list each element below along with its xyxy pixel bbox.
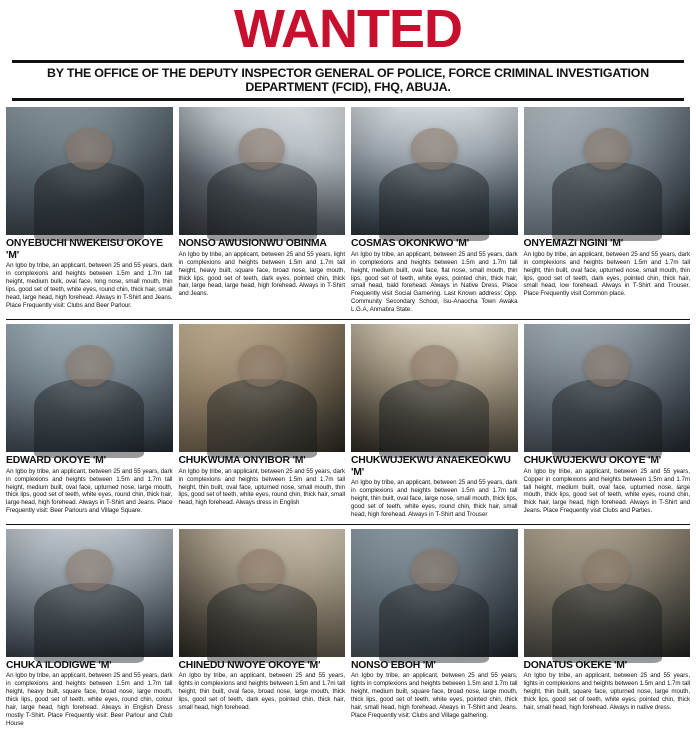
suspect-description: An Igbo by tribe, an applicant, between 25 and 55 years, light in complexions and heights between 1.5m and 1.7m tall height, heavy built, square face, broad nose, large mouth, thick lips, good set of teeth, dark eyes, pointed chin, thick hair, large head, large head, high forehead. Always in T-Shirt and Jeans. (178, 250, 345, 298)
suspect-card (6, 107, 173, 314)
suspect-description: An Igbo by tribe, an applicant, between 25 and 55 years, lights in complexions and heights between 1.5m and 1.7m tall height, thin built, square face, upturned nose, large mouth, thick lips, good set of teeth, white eyes, pointed chin, thick hair, small head, high forehead. Always in native dress. (523, 672, 690, 711)
row-divider (6, 319, 690, 320)
suspect-photo (6, 529, 173, 657)
suspect-photo (524, 107, 691, 235)
suspect-name: CHINEDU NWOYE OKOYE 'M' (178, 659, 321, 671)
suspect-name: CHUKWUMA ONYIBOR 'M' (178, 455, 306, 467)
suspect-description: An Igbo by tribe, an applicant, between 25 and 55 years, dark in complexions and heights between 1.5m and 1.7m tall height, medium built, oval face, upturned nose, large mouth, thick lips, good set of teeth, white eyes, round chin, thick hair, large head, high forehead. Always in T-Shirt and Jeans. Place Frequently visit: Beer Parlours and Village Square. (6, 467, 173, 515)
page-title: WANTED (234, 0, 462, 59)
suspect-photo (179, 529, 346, 657)
suspect-card (179, 107, 346, 314)
suspect-description: An Igbo by tribe, an applicant, between 25 and 55 years, dark in complexions and heights between 1.5m and 1.7m tall height, medium built, oval face, flat nose, small mouth, thin lips, good set of teeth, white eyes, pointed chin, thick hair, small head, bald forehead. Always in Native Dress. Place Frequently visit Social Gamering. Last Known address: Opp. Community Secondary School, Isu-Anaocha Town Awaka L.G.A, Anmabra State. (351, 250, 518, 314)
suspect-photo (6, 107, 173, 235)
suspect-name: CHUKWUJEKWU ANAEKEOKWU 'M' (351, 455, 511, 478)
suspect-name: NONSO EBOH 'M' (351, 659, 436, 671)
suspect-photo (6, 324, 173, 452)
suspect-name: ONYEBUCHI NWEKEISU OKOYE 'M' (6, 238, 163, 261)
suspect-photo (179, 107, 346, 235)
suspect-name: CHUKA ILODIGWE 'M' (6, 659, 112, 671)
suspect-card (524, 529, 691, 728)
suspect-description: An Igbo by tribe, an applicant, between 25 and 55 years, Copper in complexions and heights between 1.5m and 1.7m tall height, medium built, oval face, upturned nose, large mouth, thick lips, good set of teeth, white eyes, round chin, thick hair, large head, high forehead. Always in T-Shirt and Jeans. Place Frequently visit Clubs and Parties. (523, 467, 690, 515)
suspect-description: An Igbo by tribe, an applicant, between 25 and 55 years, dark in complexions and heights between 1.5m and 1.7m tall height, medium bulk, oval face, long nose, small mouth, thin lips, good set of teeth, white eyes, round chin, thick hair, small head, large head, high forehead. Always in T-Shirt and Jeans. Place Frequently visit: Clubs and Beer Parlour. (6, 262, 173, 309)
poster-header (0, 0, 696, 101)
suspect-name: DONATUS OKEKE 'M' (523, 659, 628, 671)
suspect-name: EDWARD OKOYE 'M' (6, 455, 106, 467)
suspect-card (179, 529, 346, 728)
suspect-grid (0, 107, 696, 732)
suspect-name: COSMAS OKONKWO 'M' (351, 238, 469, 250)
suspect-card (524, 324, 691, 519)
suspect-description: An Igbo by tribe, an applicant, between 25 and 55 years, dark in complexions and heights between 1.5m and 1.7m tall height, thin built, oval face, upturned nose, small mouth, thin lips, good set of teeth, dark eyes, pointed chin, thick hair, small head, low forehead. Always in T-Shirt and Trouser. Place Frequently visit Common place. (523, 250, 690, 298)
suspect-photo (351, 529, 518, 657)
suspect-name: NONSO AWUSIONWU OBINMA (178, 238, 327, 250)
poster-subtitle: BY THE OFFICE OF THE DEPUTY INSPECTOR GENERAL OF POLICE, FORCE CRIMINAL INVESTIGATION DEPARTMENT (FCID), FHQ, ABUJA. (47, 66, 649, 94)
suspect-description: An Igbo by tribe, an applicant, between 25 and 55 years, dark in complexions and heights between 1.5m and 1.7m tall height, heavy built, square face, broad nose, large mouth, thick lips, good set of teeth, white eyes, round chin, colour hair, large head, high forehead. Always in English Dress mostly T-Shirt. Place Frequently visit: Beer Parlour and Club House (6, 672, 173, 727)
suspect-name: CHUKWUJEKWU OKOYE 'M' (523, 455, 662, 467)
suspect-description: An Igbo by tribe, an applicant, between 25 and 55 years, lights in complexions and heights between 1.5m and 1.7m tall height, medium built, square face, broad nose, large mouth, thick lips, good set of teeth, white eyes, pointed chin, thick hair, small head, high forehead. Always in T-Shirt and Jeans. Place Frequently visit: Clubs and Village gathering. (351, 672, 518, 719)
row-divider (6, 524, 690, 525)
suspect-card (6, 529, 173, 728)
suspect-card (351, 324, 518, 519)
suspect-photo (351, 324, 518, 452)
suspect-card (351, 529, 518, 728)
suspect-description: An Igbo by tribe, an applicant, between 25 and 55 years, dark in complexions and heights between 1.5m and 1.7m tall height, thin built, oval face, large nose, small mouth, thick lips, good set of teeth, white eyes, round chin, thick hair, small head, high forehead. Always in T-Shirt and Trouser (351, 479, 518, 518)
suspect-card (179, 324, 346, 519)
suspect-description: An Igbo by tribe, an applicant, between 25 and 55 years, lights in complexions and heights between 1.5m and 1.7m tall height, thin built, oval face, broad nose, large mouth, thick lips, good set of teeth, dark eyes, pointed chin, thick hair, small head, high forehead. (178, 672, 345, 711)
suspect-name: ONYEMAZI NGINI 'M' (523, 238, 623, 250)
suspect-card (351, 107, 518, 314)
suspect-card (6, 324, 173, 519)
suspect-photo (179, 324, 346, 452)
suspect-card (524, 107, 691, 314)
divider-bottom (12, 98, 684, 101)
suspect-photo (524, 529, 691, 657)
suspect-photo (351, 107, 518, 235)
suspect-description: An Igbo by tribe, an applicant, between 25 and 55 years, dark in complexions and heights between 1.5m and 1.7m tall height, thin built, oval face, upturned nose, small mouth, thin lips, good set of teeth, white eyes, round chin, thick hair, small head, high forehead. Always dress in English (178, 467, 345, 507)
suspect-photo (524, 324, 691, 452)
